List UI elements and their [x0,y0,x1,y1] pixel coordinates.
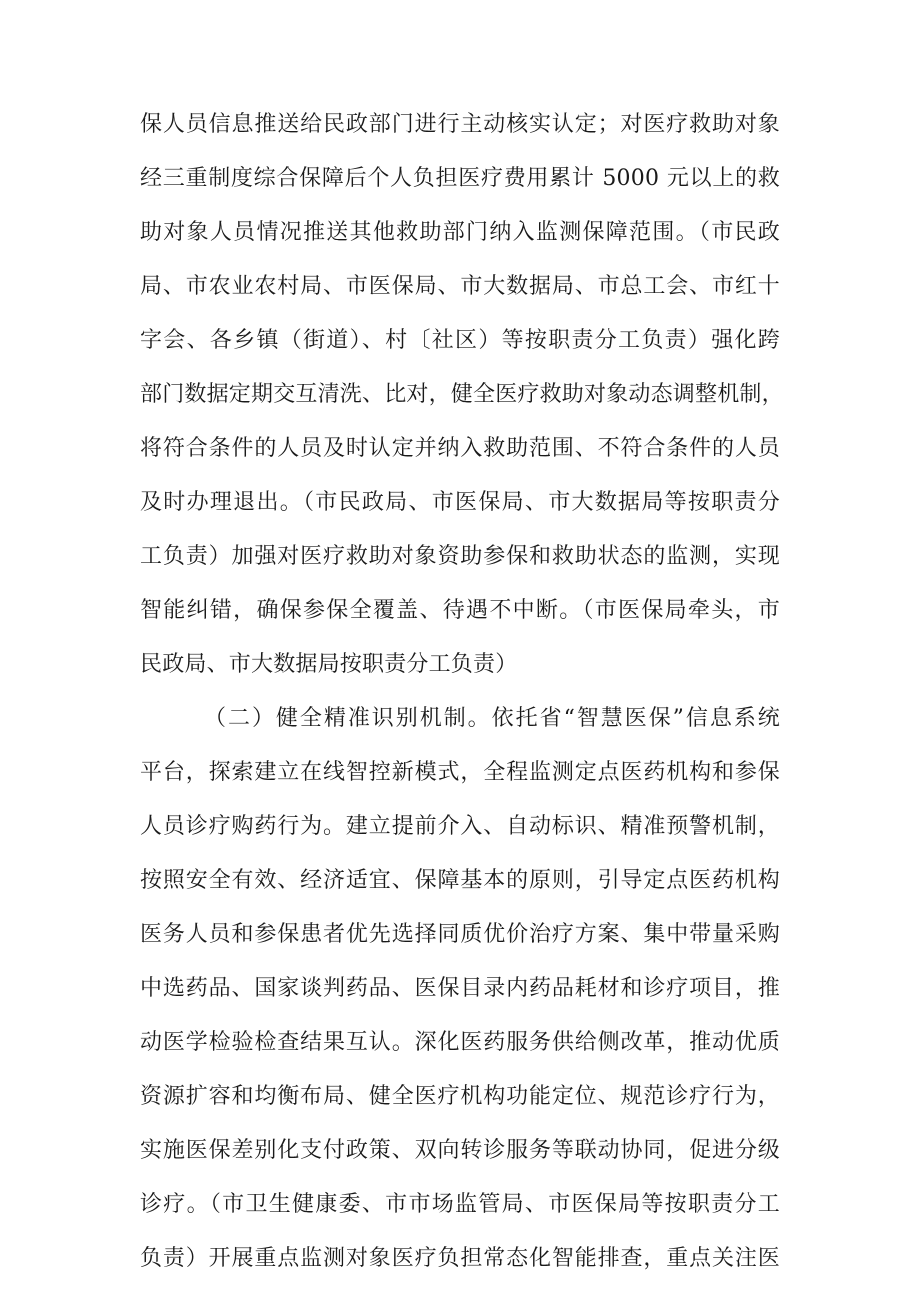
text-line: 民政局、市大数据局按职责分工负责） [140,652,518,677]
text-line: 部门数据定期交互清洗、比对，健全医疗救助对象动态调整机制， [140,382,784,407]
text-line: 中选药品、国家谈判药品、医保目录内药品耗材和诊疗项目，推 [140,976,780,1001]
text-line: 负责）开展重点监测对象医疗负担常态化智能排查，重点关注医 [140,1246,780,1271]
text-line: 智能纠错，确保参保全覆盖、待遇不中断。（市医保局牵头，市 [140,598,780,623]
text-line: 助对象人员情况推送其他救助部门纳入监测保障范围。（市民政 [140,220,780,245]
text-line: 人员诊疗购药行为。建立提前介入、自动标识、精准预警机制， [140,814,780,839]
text-line: 及时办理退出。（市民政局、市医保局、市大数据局等按职责分 [140,490,780,515]
text-line: 按照安全有效、经济适宜、保障基本的原则，引导定点医药机构 [140,868,780,893]
text-line: 保人员信息推送给民政部门进行主动核实认定；对医疗救助对象 [140,112,780,137]
text-line: 动医学检验检查结果互认。深化医药服务供给侧改革，推动优质 [140,1030,780,1055]
text-line: （二）健全精准识别机制。依托省“智慧医保”信息系统 [204,706,780,731]
text-line: 医务人员和参保患者优先选择同质优价治疗方案、集中带量采购 [140,922,780,947]
text-line: 平台，探索建立在线智控新模式，全程监测定点医药机构和参保 [140,760,780,785]
text-line: 工负责）加强对医疗救助对象资助参保和救助状态的监测，实现 [140,544,780,569]
text-line: 资源扩容和均衡布局、健全医疗机构功能定位、规范诊疗行为， [140,1084,780,1109]
text-line: 局、市农业农村局、市医保局、市大数据局、市总工会、市红十 [140,274,780,299]
text-line: 经三重制度综合保障后个人负担医疗费用累计 5000 元以上的救 [140,166,780,191]
text-line: 实施医保差别化支付政策、双向转诊服务等联动协同，促进分级 [140,1138,780,1163]
text-line: 诊疗。（市卫生健康委、市市场监管局、市医保局等按职责分工 [140,1192,780,1217]
text-line: 将符合条件的人员及时认定并纳入救助范围、不符合条件的人员 [140,436,780,461]
text-line: 字会、各乡镇（街道）、村〔社区）等按职责分工负责）强化跨 [140,328,780,353]
